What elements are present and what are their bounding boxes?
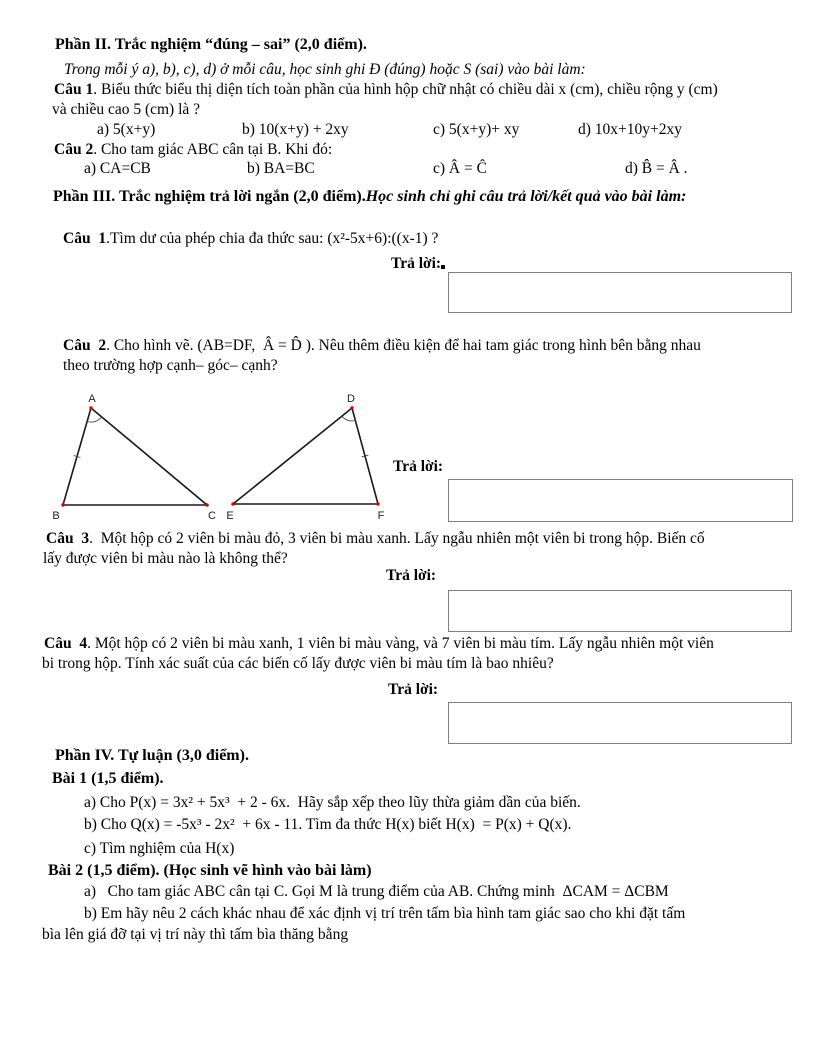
angle-arc-d — [342, 416, 356, 421]
part3-q4-label: Câu 4 — [44, 635, 88, 652]
option-d: d) B̂ = Â . — [625, 160, 688, 177]
bai1-item-c: c) Tìm nghiệm của H(x) — [84, 840, 235, 857]
part3-q2-line2: theo trường hợp cạnh– góc– cạnh? — [63, 357, 278, 374]
vertex-label-d: D — [347, 393, 355, 405]
part2-q1-options-row — [0, 121, 816, 141]
vertex-label-b: B — [52, 510, 60, 522]
answer-label-2: Trả lời: — [393, 458, 444, 475]
bai2-heading: Bài 2 (1,5 điểm). (Học sinh vẽ hình vào bài làm) — [48, 862, 372, 879]
part3-q1-text: .Tìm dư của phép chia đa thức sau: (x²-5x+6):((x-1) ? — [106, 230, 439, 247]
answer-box-3[interactable] — [448, 590, 792, 632]
part2-q2-line1 — [54, 140, 332, 159]
part3-q2-line1 — [63, 336, 701, 355]
part2-heading: Phần II. Trắc nghiệm “đúng – sai” (2,0 điểm). — [55, 36, 367, 53]
vertex-label-a: A — [88, 393, 96, 405]
part3-q2-text: . Cho hình vẽ. (AB=DF, Â = D̂ ). Nêu thêm điều kiện để hai tam giác trong hình bên bằng nhau — [106, 337, 701, 354]
part2-q1-text: . Biểu thức biểu thị diện tích toàn phần của hình hộp chữ nhật có chiều dài x (cm), chiều rộng y (cm) — [93, 81, 718, 98]
vertex-dot-d — [350, 406, 353, 409]
vertex-label-c: C — [208, 510, 216, 522]
part4-heading: Phần IV. Tự luận (3,0 điểm). — [55, 747, 249, 764]
part3-q4-line1 — [44, 634, 714, 653]
bai2-item-a: a) Cho tam giác ABC cân tại C. Gọi M là trung điểm của AB. Chứng minh ΔCAM = ΔCBM — [84, 883, 669, 900]
part3-heading-italic: Học sinh chỉ ghi câu trả lời/kết quả vào bài làm: — [365, 188, 687, 205]
vertex-dot-a — [89, 406, 92, 409]
option-d: d) 10x+10y+2xy — [578, 121, 683, 138]
answer-box-2[interactable] — [448, 479, 793, 522]
part3-q1-line — [63, 229, 438, 248]
part2-instruction-note: Trong mỗi ý a), b), c), d) ở mỗi câu, học sinh ghi Đ (đúng) hoặc S (sai) vào bài làm: — [64, 61, 586, 78]
angle-arc-a — [87, 417, 102, 422]
triangle-def — [233, 408, 378, 504]
part3-heading-bold: Phần III. Trắc nghiệm trả lời ngắn (2,0 điểm). — [53, 188, 366, 205]
option-b: b) 10(x+y) + 2xy — [242, 121, 349, 138]
part3-q3-line2: lấy được viên bi màu nào là không thể? — [43, 550, 288, 567]
part2-q1-line2: và chiều cao 5 (cm) là ? — [52, 101, 201, 118]
vertex-dot-c — [205, 503, 208, 506]
bai2-item-b-line1: b) Em hãy nêu 2 cách khác nhau để xác định vị trí trên tấm bìa hình tam giác sao cho khi đặt tấm — [84, 905, 686, 922]
part3-q4-text: . Một hộp có 2 viên bi màu xanh, 1 viên bi màu vàng, và 7 viên bi màu tím. Lấy ngẫu nhiên một viên — [87, 635, 714, 652]
vertex-dot-e — [231, 502, 234, 505]
option-b: b) BA=BC — [247, 160, 315, 177]
bai1-item-b: b) Cho Q(x) = -5x³ - 2x² + 6x - 11. Tìm đa thức H(x) biết H(x) = P(x) + Q(x). — [84, 816, 572, 833]
answer-label-4: Trả lời: — [388, 681, 439, 698]
bai2-item-b-line2: bìa lên giá đỡ tại vị trí này thì tấm bìa thăng bằng — [42, 926, 349, 943]
part3-q4-line2: bi trong hộp. Tính xác suất của các biến cố lấy được viên bi màu tím là bao nhiêu? — [42, 655, 554, 672]
option-c: c) Â = Ĉ — [433, 160, 487, 177]
option-a: a) 5(x+y) — [97, 121, 156, 138]
part2-q2-options-row — [0, 160, 816, 180]
answer-box-4[interactable] — [448, 702, 792, 744]
part2-q1-line1 — [54, 80, 718, 99]
answer-label-3: Trả lời: — [386, 567, 437, 584]
vertex-label-e: E — [226, 510, 234, 522]
vertex-label-f: F — [377, 510, 385, 522]
anchor-marker — [441, 265, 445, 269]
option-a: a) CA=CB — [84, 160, 151, 177]
answer-label-1: Trả lời: — [391, 255, 442, 272]
part2-q2-label: Câu 2 — [54, 141, 94, 158]
triangle-abc — [63, 408, 207, 505]
part3-q3-line1 — [46, 529, 705, 548]
part2-q1-label: Câu 1 — [54, 81, 94, 98]
answer-box-1[interactable] — [448, 272, 792, 313]
part2-q2-text: . Cho tam giác ABC cân tại B. Khi đó: — [93, 141, 333, 158]
part3-q1-label: Câu 1 — [63, 230, 107, 247]
vertex-dot-f — [376, 502, 379, 505]
bai1-item-a: a) Cho P(x) = 3x² + 5x³ + 2 - 6x. Hãy sắp xếp theo lũy thừa giảm dần của biến. — [84, 794, 581, 811]
part3-q3-label: Câu 3 — [46, 530, 90, 547]
part3-q3-text: . Một hộp có 2 viên bi màu đỏ, 3 viên bi màu xanh. Lấy ngẫu nhiên một viên bi trong hộp. Biến cố — [89, 530, 705, 547]
option-c: c) 5(x+y)+ xy — [433, 121, 520, 138]
part3-q2-label: Câu 2 — [63, 337, 107, 354]
triangles-figure — [40, 386, 400, 526]
vertex-dot-b — [61, 503, 64, 506]
part3-heading — [53, 187, 686, 206]
bai1-heading: Bài 1 (1,5 điểm). — [52, 770, 164, 787]
